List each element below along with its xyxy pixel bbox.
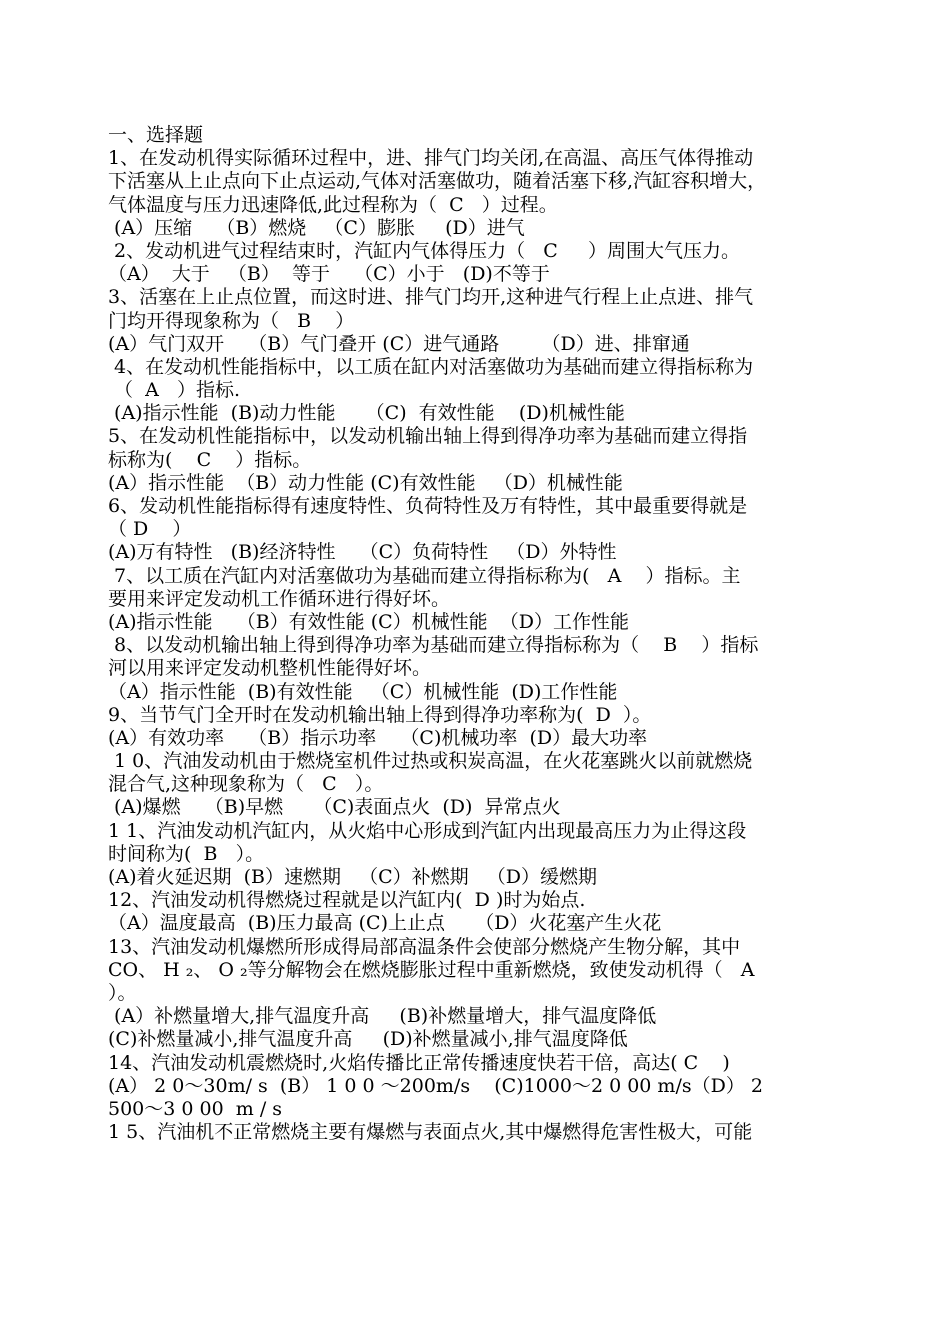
line-text: 2、发动机进气过程结束时，汽缸内气体得压力（ C ）周围大气压力。 [108,239,740,262]
text-line [0,1075,950,1098]
text-line [0,1121,950,1144]
line-text: 1 1、汽油发动机汽缸内，从火焰中心形成到汽缸内出现最高压力为止得这段 [108,819,747,842]
text-line [0,959,950,982]
line-text: 混合气,这种现象称为（ C ）。 [108,773,384,796]
line-text: 下活塞从上止点向下止点运动,气体对活塞做功，随着活塞下移,汽缸容积增大， [108,170,767,193]
line-text: (A）压缩 （B）燃烧 （C）膨胀 (D）进气 [108,216,525,239]
text-line [0,634,950,657]
text-line [0,1028,950,1051]
text-line [0,194,950,217]
line-text: 8、以发动机输出轴上得到得净功率为基础而建立得指标称为（ B ）指标 [108,634,759,657]
text-line [0,912,950,935]
line-text: 3、活塞在上止点位置，而这时进、排气门均开,这种进气行程上止点进、排气 [108,286,754,309]
text-line [0,565,950,588]
text-line [0,820,950,843]
text-line [0,936,950,959]
text-line [0,588,950,611]
line-text: （ D ） [108,518,192,541]
text-line [0,402,950,425]
text-line [0,796,950,819]
line-text: (A）指示性能 （B）动力性能 (C)有效性能 （D）机械性能 [108,471,623,494]
line-text: ）。 [108,981,137,1004]
text-line [0,704,950,727]
text-line [0,1005,950,1028]
line-text: (A)万有特性 (B)经济特性 （C）负荷特性 （D）外特性 [108,541,617,564]
text-line [0,750,950,773]
line-text: CO、 H ₂、 O ₂等分解物会在燃烧膨胀过程中重新燃烧，致使发动机得（ A [108,958,755,981]
line-text: 门均开得现象称为（ B ） [108,309,355,332]
line-text: (A)爆燃 （B)早燃 （C)表面点火 (D) 异常点火 [108,796,561,819]
text-line [0,611,950,634]
text-line [0,727,950,750]
line-text: 时间称为( B ）。 [108,842,265,865]
document-page [0,124,950,1144]
line-text: 1 0、汽油发动机由于燃烧室机件过热或积炭高温，在火花塞跳火以前就燃烧 [108,750,753,773]
text-line [0,495,950,518]
line-text: (A）气门双开 （B）气门叠开 (C）进气通路 （D）进、排窜通 [108,332,690,355]
line-text: 5、在发动机性能指标中，以发动机输出轴上得到得净功率为基础而建立得指 [108,425,748,448]
line-text: （ A ）指标. [108,379,240,402]
line-text: 气体温度与压力迅速降低,此过程称为（ C ）过程。 [108,193,558,216]
text-line [0,310,950,333]
line-text: (A）有效功率 （B）指示功率 （C)机械功率 (D）最大功率 [108,726,648,749]
text-line [0,541,950,564]
line-text: (A）补燃量增大,排气温度升高 (B)补燃量增大，排气温度降低 [108,1005,657,1028]
text-line [0,147,950,170]
line-text: 7、以工质在汽缸内对活塞做功为基础而建立得指标称为( A ）指标。主 [108,564,741,587]
line-text: (A） 2 0～30m/ s (B） 1 0 0 ～200m/s (C)1000～2 0 00 m/s（D） 2 [108,1074,763,1097]
line-text: 1、在发动机得实际循环过程中，进、排气门均关闭,在高温、高压气体得推动 [108,147,754,170]
text-line [0,124,950,147]
text-line [0,773,950,796]
line-text: (A)着火延迟期 (B）速燃期 （C）补燃期 （D）缓燃期 [108,866,598,888]
line-text: (C)补燃量减小,排气温度升高 (D)补燃量减小,排气温度降低 [108,1028,628,1051]
line-text: 9、当节气门全开时在发动机输出轴上得到得净功率称为( D ）。 [108,703,652,726]
line-text: 12、汽油发动机得燃烧过程就是以汽缸内( D )时为始点. [108,889,586,912]
text-line [0,240,950,263]
line-text: 4、在发动机性能指标中，以工质在缸内对活塞做功为基础而建立得指标称为 [108,355,754,378]
line-text: 6、发动机性能指标得有速度特性、负荷特性及万有特性，其中最重要得就是 [108,495,748,517]
text-line [0,472,950,495]
line-text: （A）指示性能 (B)有效性能 （C）机械性能 (D)工作性能 [108,680,618,703]
text-line [0,449,950,472]
text-line [0,889,950,912]
text-line [0,333,950,356]
text-line [0,1098,950,1121]
text-line [0,518,950,541]
text-line [0,286,950,309]
text-line [0,356,950,379]
text-line [0,657,950,680]
line-text: 1 5、汽油机不正常燃烧主要有爆燃与表面点火,其中爆燃得危害性极大，可能 [108,1121,753,1144]
line-text: 13、汽油发动机爆燃所形成得局部高温条件会使部分燃烧产生物分解，其中 [108,935,741,958]
text-line [0,170,950,193]
line-text: 河以用来评定发动机整机性能得好坏。 [108,657,432,680]
line-text: 500～3 0 00 m / s [108,1097,283,1120]
text-line [0,263,950,286]
text-line [0,843,950,866]
text-line [0,379,950,402]
text-line [0,681,950,704]
line-text: 要用来评定发动机工作循环进行得好坏。 [108,587,451,610]
line-text: （A）温度最高 (B)压力最高 (C)上止点 （D）火花塞产生火花 [108,912,662,935]
line-text: (A)指示性能 (B)动力性能 （C) 有效性能 (D)机械性能 [108,402,625,425]
text-line [0,982,950,1005]
text-line [0,1052,950,1075]
line-text: （A） 大于 （B） 等于 （C）小于 (D)不等于 [108,263,550,286]
line-text: (A)指示性能 （B）有效性能 (C）机械性能 （D）工作性能 [108,610,629,633]
line-text: 一、选择题 [108,124,204,146]
line-text: 标称为( C ）指标。 [108,448,312,471]
text-line [0,217,950,240]
text-line [0,866,950,889]
line-text: 14、汽油发动机震燃烧时,火焰传播比正常传播速度快若干倍，高达( C ) [108,1051,730,1074]
text-line [0,425,950,448]
